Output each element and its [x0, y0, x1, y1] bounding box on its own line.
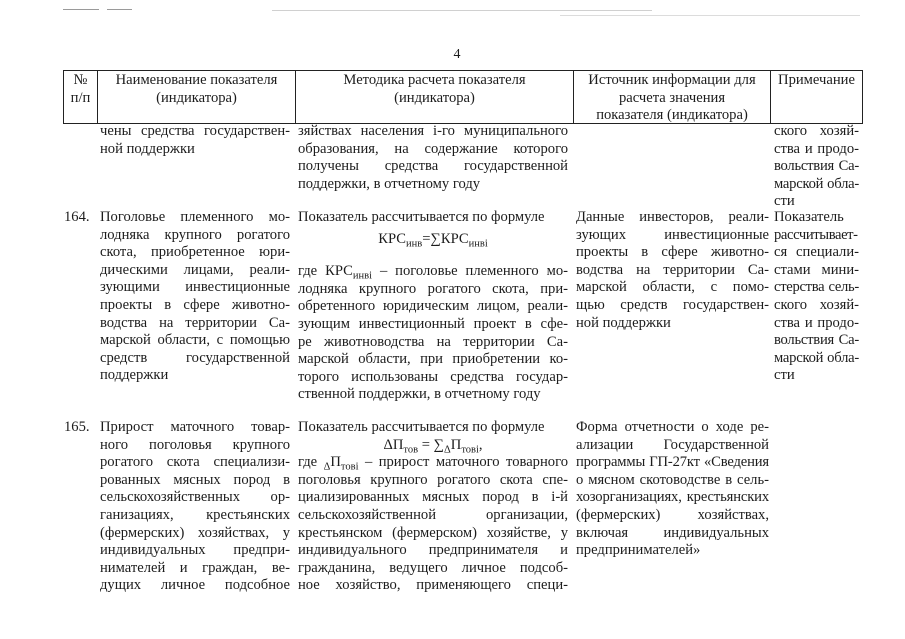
method-text-line: обретенного юридическим лицом, реали-: [298, 298, 568, 315]
method-paragraph: [298, 419, 568, 437]
note-text-line: вольствия Са-: [774, 332, 859, 349]
source-text-line: программы ГП-27кт «Сведения: [576, 454, 769, 471]
header-label: №: [73, 72, 88, 88]
method-text-line: образования, на содержание которого: [298, 140, 568, 157]
note-text-line: ства и продо-: [774, 314, 859, 331]
method-text-line: ственной поддержки, в отчетному году: [298, 386, 541, 403]
row-164-indicator-name-cell: [100, 209, 290, 385]
name-text-line: нимателей и граждан, ве-: [100, 559, 290, 576]
note-text-line: марской обла-: [774, 349, 859, 366]
name-text-line: чены средства государствен-: [100, 123, 290, 139]
name-text-line: лодняка крупного рогатого: [100, 226, 290, 243]
subscript: товi: [340, 461, 359, 473]
method-text-line: торого использованы средства государ-: [298, 368, 568, 385]
method-paragraph: [298, 209, 568, 227]
header-label: Источник информации для: [588, 72, 756, 88]
source-text-line: водства на территории Са-: [576, 261, 769, 278]
name-text-line: проекты в сфере животно-: [100, 296, 290, 313]
method-text-line: циализированных мясных пород в i-й: [298, 489, 568, 506]
text-segment: ΔП: [383, 436, 404, 453]
scan-artifact-line: [560, 15, 860, 16]
source-text-line: Данные инвесторов, реали-: [576, 209, 769, 225]
row-164-note-cell: [774, 209, 859, 385]
method-text-line: индивидуального предпринимателя и: [298, 542, 568, 559]
header-label: п/п: [70, 89, 91, 106]
formula: [298, 231, 568, 249]
method-text-line: поддержки, в отчетному году: [298, 175, 481, 192]
formula-text: [298, 231, 568, 249]
formula: [298, 437, 568, 455]
note-text-line: ского хозяй-: [774, 296, 859, 313]
name-text-line: ного поголовья крупного: [100, 436, 290, 453]
scan-artifact-line: [63, 9, 99, 10]
name-text-line: (фермерских) хозяйствах, у: [100, 524, 290, 541]
header-label: показателя (индикатора): [596, 107, 748, 124]
method-paragraph: [298, 263, 568, 404]
note-text-line: вольствия Са-: [774, 158, 859, 175]
name-text-line: поддержки: [100, 367, 169, 384]
source-text-line: Форма отчетности о ходе ре-: [576, 419, 769, 435]
method-text-line: Показатель рассчитывается по формуле: [298, 209, 545, 225]
note-text-line: стами мини-: [774, 261, 859, 278]
note-text-line: сти: [774, 367, 795, 384]
subscript: тов: [403, 443, 419, 455]
continued-note-cell: [774, 123, 859, 211]
name-text-line: дущих личное подсобное: [100, 577, 290, 594]
method-text-line: ре животноводства на территории Са-: [298, 333, 568, 350]
header-number-cell: [63, 71, 97, 123]
header-method-cell: [295, 71, 573, 123]
name-text-line: ганизациях, крестьянских: [100, 506, 290, 523]
text-segment: = ∑: [418, 436, 444, 453]
page-number: 4: [453, 47, 461, 62]
source-text-line: о мясном скотоводстве в сель-: [576, 471, 769, 488]
method-text-line: гражданина, ведущего личное подсоб-: [298, 559, 568, 576]
method-text-line: [298, 454, 568, 472]
name-text-line: сельскохозяйственных ор-: [100, 489, 290, 506]
method-paragraph: [298, 123, 568, 193]
subscript: инвi: [352, 270, 372, 282]
name-text-line: зующими инвестиционные: [100, 279, 290, 296]
method-text-line: марской области, при приобретении ко-: [298, 351, 568, 368]
method-text-line: сельскохозяйственной организации,: [298, 506, 568, 523]
header-indicator-name-cell: [97, 71, 295, 123]
header-label: расчета значения: [618, 89, 726, 106]
header-source-cell: [573, 71, 770, 123]
method-text-line: [298, 263, 568, 281]
scan-artifact-line: [107, 9, 132, 10]
source-text-line: марской области, с помо-: [576, 279, 769, 296]
note-text-line: ся специали-: [774, 244, 859, 261]
header-label: Примечание: [778, 72, 855, 88]
row-164-source-cell: [576, 209, 769, 332]
header-label: Наименование показателя: [115, 72, 278, 88]
header-label: Методика расчета показателя: [343, 72, 526, 88]
source-paragraph: [576, 209, 769, 332]
subscript: Δ: [323, 461, 331, 473]
row-164-method-cell: [298, 209, 568, 404]
method-text-line: лодняка крупного рогатого скота, при-: [298, 280, 568, 297]
header-note-cell: [770, 71, 863, 123]
text-segment: где КРС: [298, 263, 353, 280]
row-number: 164.: [64, 209, 90, 225]
note-text-line: ского хозяй-: [774, 123, 859, 139]
note-text-line: Показатель: [774, 209, 844, 225]
text-segment: – прирост маточного товарного: [358, 454, 568, 471]
name-text-line: рогатого скота специализи-: [100, 454, 290, 471]
row-165-indicator-name-cell: [100, 419, 290, 595]
header-label: (индикатора): [394, 89, 475, 106]
name-paragraph: [100, 123, 290, 158]
subscript: Δ: [444, 443, 451, 455]
text-segment: где: [298, 454, 324, 471]
text-segment: П: [330, 454, 341, 471]
name-text-line: рованных мясных пород в: [100, 471, 290, 488]
source-text-line: ной поддержки: [576, 314, 671, 331]
source-paragraph: [576, 419, 769, 560]
name-paragraph: [100, 209, 290, 385]
text-segment: =∑КРС: [422, 230, 469, 247]
source-text-line: зующих инвестиционные: [576, 226, 769, 243]
note-text-line: марской обла-: [774, 175, 859, 192]
source-text-line: щью средств государствен-: [576, 296, 769, 313]
header-label: (индикатора): [156, 89, 237, 106]
subscript: товi: [461, 443, 479, 455]
note-paragraph: [774, 123, 859, 211]
note-text-line: рассчитывает-: [774, 226, 858, 243]
note-text-line: стерства сель-: [774, 279, 859, 296]
table-header: [63, 70, 863, 124]
row-165-source-cell: [576, 419, 769, 560]
continued-indicator-name-cell: [100, 123, 290, 158]
note-text-line: сти: [774, 193, 795, 210]
text-segment: КРС: [378, 230, 407, 247]
method-text-line: крестьянском (фермерском) хозяйстве, у: [298, 524, 568, 541]
name-text-line: средств государственной: [100, 349, 290, 366]
note-paragraph: [774, 209, 859, 385]
method-text-line: Показатель рассчитывается по формуле: [298, 419, 545, 435]
method-text-line: получены средства государственной: [298, 158, 568, 175]
continued-method-cell: [298, 123, 568, 193]
method-text-line: ное хозяйство, применяющего специ-: [298, 577, 568, 594]
scan-artifact-line: [272, 10, 652, 11]
subscript: инвi: [468, 237, 488, 249]
row-number: 165.: [64, 419, 90, 435]
name-text-line: дическими лицами, реали-: [100, 261, 290, 278]
source-text-line: хозорганизациях, крестьянских: [576, 489, 769, 506]
method-text-line: зующим инвестиционный проект в сфе-: [298, 315, 568, 332]
name-text-line: водства на территории Са-: [100, 314, 290, 331]
row-165-method-cell: [298, 419, 568, 595]
source-text-line: предпринимателей»: [576, 542, 701, 559]
source-text-line: включая индивидуальных: [576, 524, 769, 541]
name-text-line: скота, приобретенное юри-: [100, 244, 290, 261]
formula-text: [298, 437, 568, 455]
source-text-line: проекты в сфере животно-: [576, 244, 769, 261]
text-segment: – поголовье племенного мо-: [372, 263, 568, 280]
subscript: инв: [406, 237, 423, 249]
method-text-line: поголовья крупного рогатого скота спе-: [298, 471, 568, 488]
source-text-line: (фермерских) хозяйствах,: [576, 506, 769, 523]
name-paragraph: [100, 419, 290, 595]
name-text-line: индивидуальных предпри-: [100, 542, 290, 559]
source-text-line: ализации Государственной: [576, 436, 769, 453]
name-text-line: Поголовье племенного мо-: [100, 209, 290, 225]
note-text-line: ства и продо-: [774, 140, 859, 157]
text-segment: П: [450, 436, 462, 453]
name-text-line: Прирост маточного товар-: [100, 419, 290, 435]
method-text-line: зяйствах населения i-го муниципального: [298, 123, 568, 139]
text-segment: ,: [478, 436, 483, 453]
method-paragraph: [298, 454, 568, 595]
name-text-line: марской области, с помощью: [100, 332, 290, 349]
name-text-line: ной поддержки: [100, 140, 195, 157]
